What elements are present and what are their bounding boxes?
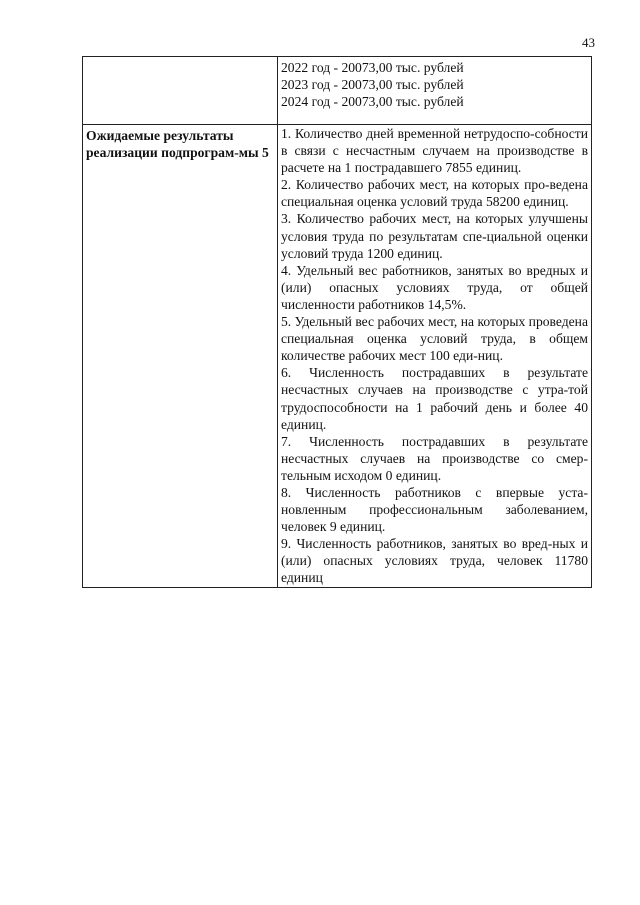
funding-line: 2022 год - 20073,00 тыс. рублей — [281, 60, 464, 75]
funding-row — [83, 57, 592, 125]
result-item: 9. Численность работников, занятых во вред-ных и (или) опасных условиях труда, человек 11780 единиц — [281, 536, 588, 586]
funding-values-cell — [278, 57, 592, 125]
result-item: 5. Удельный вес рабочих мест, на которых проведена специальная оценка условий труда, в общем количестве рабочих мест 100 еди-ниц. — [281, 314, 588, 364]
funding-line: 2024 год - 20073,00 тыс. рублей — [281, 94, 464, 110]
result-item: 1. Количество дней временной нетрудоспо-собности в связи с несчастным случаем на производстве в расчете на 1 пострадавшего 7855 единиц. — [281, 126, 588, 176]
subprogram-passport-table — [82, 56, 592, 588]
expected-results-row — [83, 125, 592, 588]
result-item: 4. Удельный вес работников, занятых во вредных и (или) опасных условиях труда, от общей численности работников 14,5%. — [281, 262, 588, 312]
expected-results-label: Ожидаемые результаты реализации подпрограм-мы 5 — [86, 128, 269, 161]
result-item: 2. Количество рабочих мест, на которых про-ведена специальная оценка условий труда 58200 единиц. — [281, 177, 588, 210]
result-item: 7. Численность пострадавших в результате несчастных случаев на производстве со смер-тельным исходом 0 единиц. — [281, 433, 588, 483]
funding-label-cell — [83, 57, 278, 125]
result-item: 8. Численность работников с впервые уста-новленным профессиональным заболеванием, человек 9 единиц. — [281, 484, 588, 535]
result-item: 6. Численность пострадавших в результате несчастных случаев на производстве с утра-той трудоспособности на 1 рабочий день и более 40 единиц. — [281, 365, 588, 432]
result-item: 3. Количество рабочих мест, на которых улучшены условия труда по результатам спе-циальной оценки условий труда 1200 единиц. — [281, 211, 588, 261]
expected-results-label-cell — [83, 125, 278, 588]
expected-results-list — [278, 125, 592, 588]
page-number: 43 — [582, 35, 595, 50]
funding-line: 2023 год - 20073,00 тыс. рублей — [281, 77, 464, 93]
